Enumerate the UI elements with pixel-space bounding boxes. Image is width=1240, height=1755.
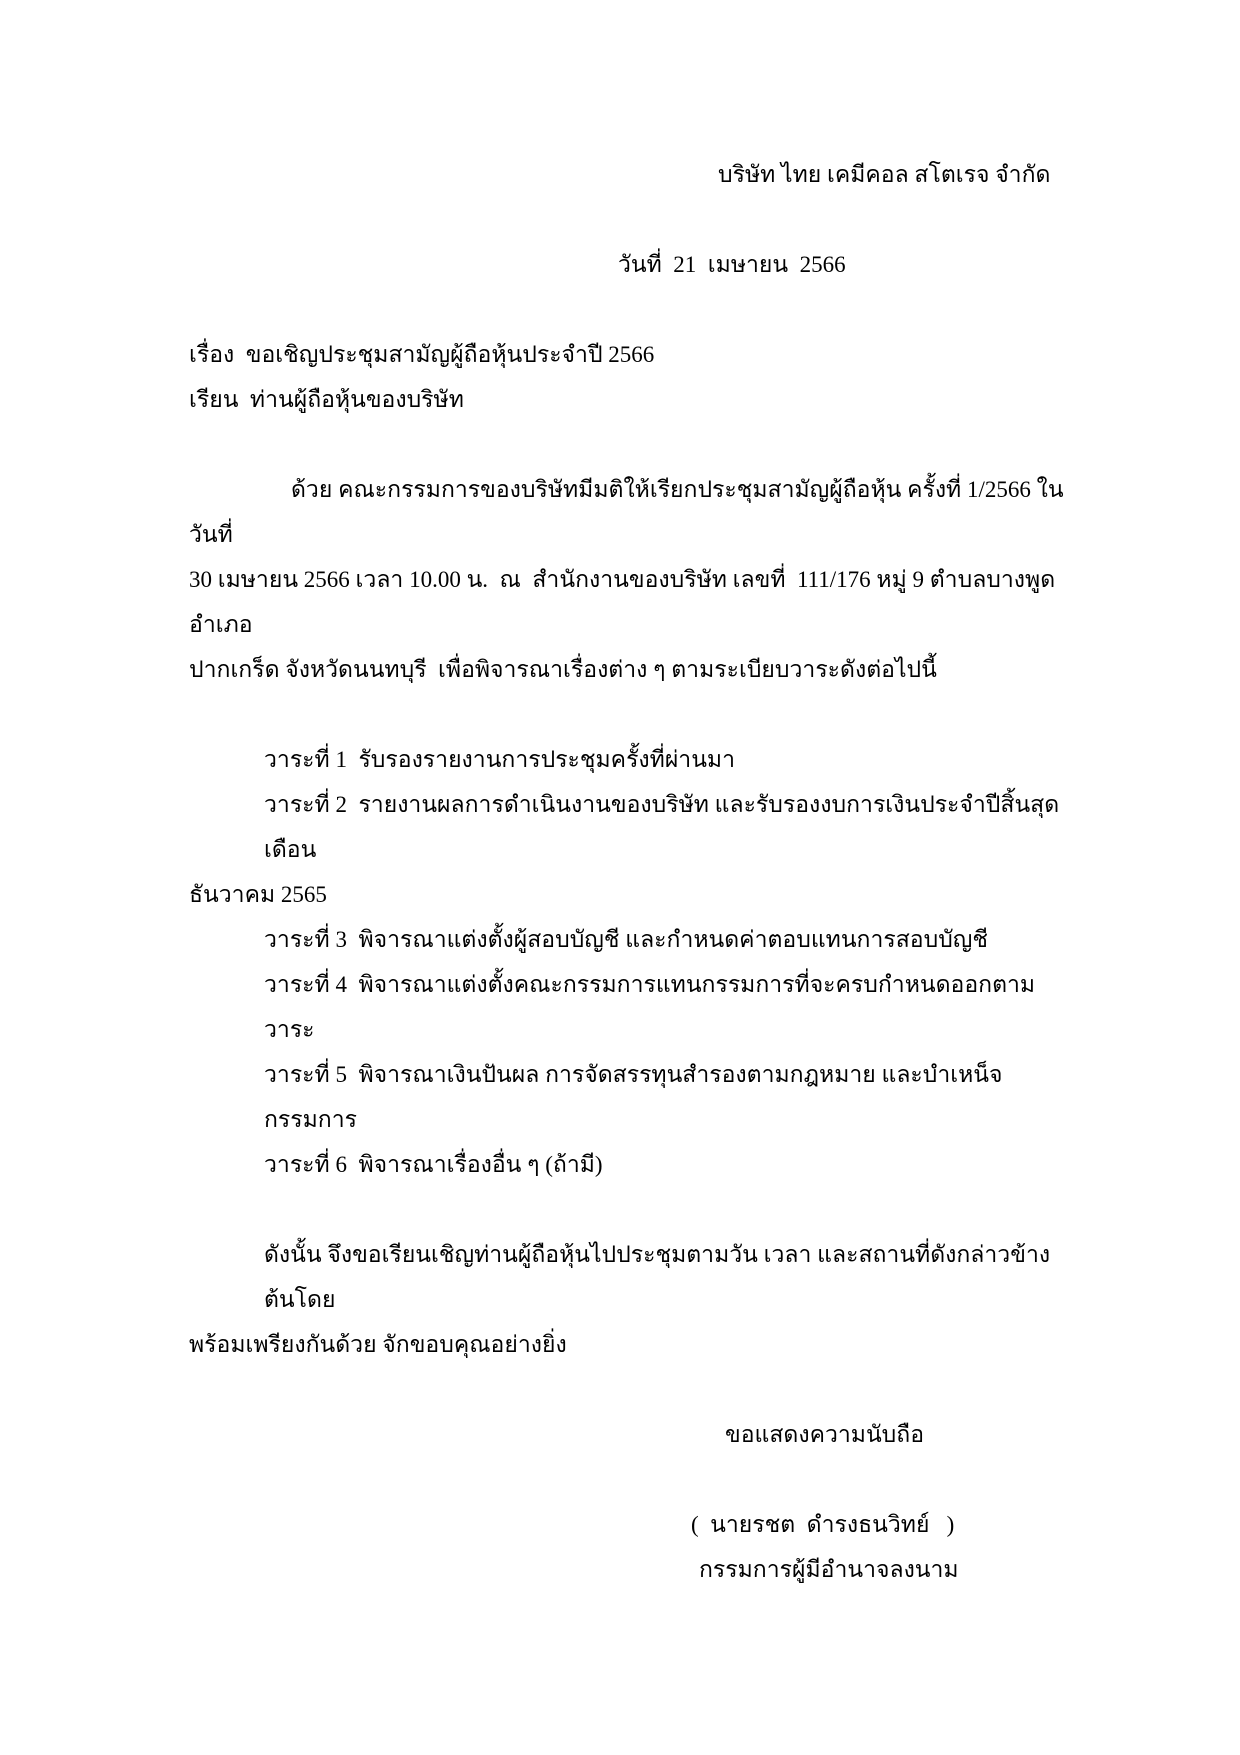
agenda-item-3: วาระที่ 3 พิจารณาแต่งตั้งผู้สอบบัญชี และกำหนดค่าตอบแทนการสอบบัญชี bbox=[264, 927, 988, 952]
closing-line: ดังนั้น จึงขอเรียนเชิญท่านผู้ถือหุ้นไปประชุมตามวัน เวลา และสถานที่ดังกล่าวข้างต้นโดย bbox=[264, 1242, 1051, 1312]
closing-line: พร้อมเพรียงกันด้วย จักขอบคุณอย่างยิ่ง bbox=[189, 1332, 567, 1357]
signer-name: ( นายรชต ดำรงธนวิทย์ ) bbox=[691, 1512, 955, 1537]
spacer bbox=[189, 692, 1069, 737]
agenda-item-4: วาระที่ 4 พิจารณาแต่งตั้งคณะกรรมการแทนกรรมการที่จะครบกำหนดออกตามวาระ bbox=[264, 972, 1036, 1042]
letter-date: วันที่ 21 เมษายน 2566 bbox=[618, 252, 846, 277]
intro-line: ปากเกร็ด จังหวัดนนทบุรี เพื่อพิจารณาเรื่องต่าง ๆ ตามระเบียบวาระดังต่อไปนี้ bbox=[189, 657, 937, 682]
complimentary-close: ขอแสดงความนับถือ bbox=[725, 1422, 925, 1447]
spacer bbox=[189, 287, 1069, 332]
spacer bbox=[189, 1457, 1069, 1502]
closing-paragraph bbox=[189, 1232, 1069, 1367]
agenda-item-1: วาระที่ 1 รับรองรายงานการประชุมครั้งที่ผ่านมา bbox=[264, 747, 736, 772]
spacer bbox=[189, 197, 1069, 242]
intro-paragraph bbox=[189, 467, 1069, 692]
salutation-line: เรียน ท่านผู้ถือหุ้นของบริษัท bbox=[189, 387, 464, 412]
agenda-item-2-continuation: ธันวาคม 2565 bbox=[189, 882, 327, 907]
spacer bbox=[189, 422, 1069, 467]
agenda-list bbox=[189, 737, 1069, 1187]
agenda-item-5: วาระที่ 5 พิจารณาเงินปันผล การจัดสรรทุนสำรองตามกฎหมาย และบำเหน็จกรรมการ bbox=[264, 1062, 1003, 1132]
intro-line: 30 เมษายน 2566 เวลา 10.00 น. ณ สำนักงานของบริษัท เลขที่ 111/176 หมู่ 9 ตำบลบางพูด อำเภอ bbox=[189, 567, 1061, 637]
intro-line: ด้วย คณะกรรมการของบริษัทมีมติให้เรียกประชุมสามัญผู้ถือหุ้น ครั้งที่ 1/2566 ในวันที่ bbox=[189, 477, 1064, 547]
agenda-item-2: วาระที่ 2 รายงานผลการดำเนินงานของบริษัท และรับรองงบการเงินประจำปีสิ้นสุดเดือน bbox=[264, 792, 1060, 862]
signer-title: กรรมการผู้มีอำนาจลงนาม bbox=[699, 1557, 959, 1582]
spacer bbox=[189, 1367, 1069, 1412]
company-name: บริษัท ไทย เคมีคอล สโตเรจ จำกัด bbox=[718, 162, 1051, 187]
letter-body bbox=[189, 152, 1069, 1592]
spacer bbox=[189, 1187, 1069, 1232]
subject-line: เรื่อง ขอเชิญประชุมสามัญผู้ถือหุ้นประจำปี 2566 bbox=[189, 342, 655, 367]
agenda-item-6: วาระที่ 6 พิจารณาเรื่องอื่น ๆ (ถ้ามี) bbox=[264, 1152, 603, 1177]
